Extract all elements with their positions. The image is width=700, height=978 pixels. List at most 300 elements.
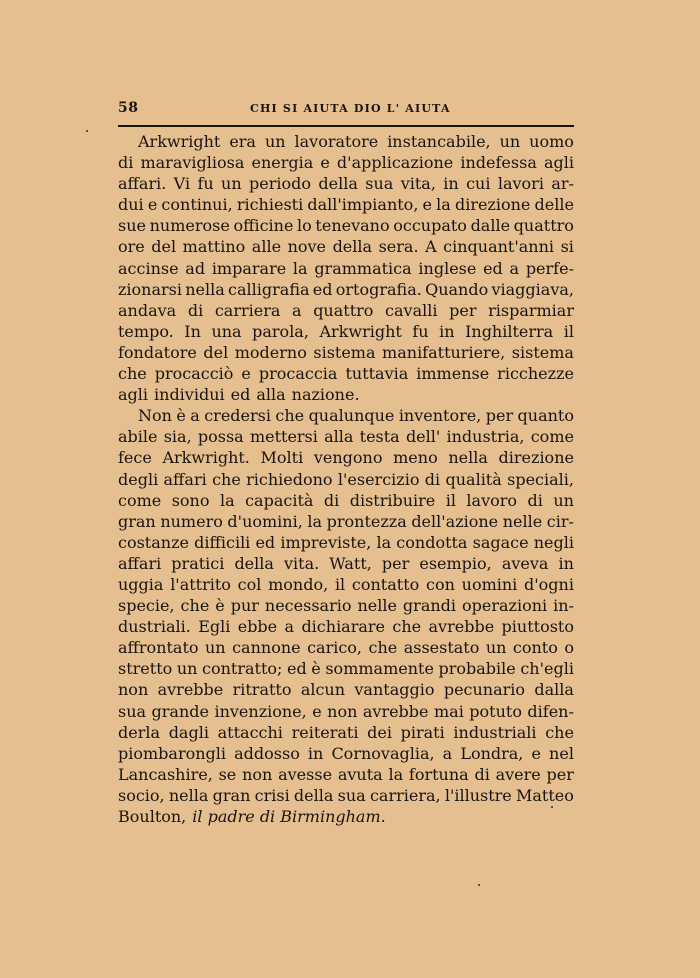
word: inventore, <box>398 406 482 426</box>
body-text <box>118 131 574 827</box>
word: prontezza <box>326 511 407 531</box>
word: speciali, <box>507 469 574 489</box>
word: lavoro <box>466 490 518 510</box>
word: lo <box>297 216 312 236</box>
word: direzione <box>454 195 531 215</box>
word: sue <box>118 216 146 236</box>
word: piombarongli <box>118 743 227 763</box>
text-line <box>118 384 574 405</box>
text-line <box>118 785 574 806</box>
word: un <box>221 174 242 194</box>
word: l'illustre <box>444 785 512 805</box>
word: vita, <box>400 174 436 194</box>
text-line <box>118 236 574 257</box>
word: che <box>212 469 241 489</box>
word: dui <box>118 195 144 215</box>
word: in <box>439 321 455 341</box>
page-header <box>118 100 574 120</box>
word: abile <box>118 427 158 447</box>
word: Lancashire, <box>118 764 213 784</box>
word: grammatica <box>314 258 412 278</box>
word: col <box>237 574 262 594</box>
word: e <box>147 195 158 215</box>
word: Londra, <box>460 743 524 763</box>
word: inglese <box>418 258 477 278</box>
word: era <box>229 132 256 151</box>
word: sistema <box>511 342 574 362</box>
word: richiesti <box>236 195 304 215</box>
word: carriera, <box>369 785 441 805</box>
word: della <box>318 174 358 194</box>
word: che <box>275 406 305 426</box>
word: nella <box>185 279 225 299</box>
running-title: CHI SI AIUTA DIO L' AIUTA <box>250 102 451 115</box>
word: degli <box>118 469 159 489</box>
word: accinse <box>118 258 179 278</box>
word: che <box>368 638 398 658</box>
text-line <box>118 806 574 827</box>
text-line <box>118 722 574 743</box>
text-line <box>118 701 574 722</box>
word: fu <box>197 174 214 194</box>
word: risparmiar <box>488 300 574 320</box>
word: Watt, <box>329 553 372 573</box>
word: quattro <box>313 300 374 320</box>
word: pecunario <box>443 680 526 700</box>
word: lavori <box>497 174 544 194</box>
word: dalla <box>534 680 574 700</box>
word: carico, <box>307 638 363 658</box>
word: avrebbe <box>428 617 495 637</box>
word: nelle <box>357 596 397 616</box>
word: operazioni <box>462 596 548 616</box>
word: vantaggio <box>354 680 435 700</box>
text-line <box>118 447 574 468</box>
word: esempio, <box>419 553 492 573</box>
word: mattino <box>182 237 246 257</box>
word: nella <box>168 785 209 805</box>
word: viaggiava, <box>491 279 574 299</box>
word: che <box>118 364 147 384</box>
word: il <box>563 321 574 341</box>
word: lavoratore <box>294 132 379 151</box>
word: Molti <box>260 448 304 468</box>
word: affari <box>118 553 162 573</box>
word: invenzione, <box>214 701 307 721</box>
word: fortuna <box>408 764 469 784</box>
word: ar- <box>551 174 574 194</box>
word: la <box>436 195 451 215</box>
text-line <box>118 658 574 679</box>
word: sua <box>365 174 394 194</box>
word: immense <box>416 364 490 384</box>
word: numero <box>160 511 223 531</box>
word: ed <box>312 279 333 299</box>
word: di <box>527 490 543 510</box>
word: del <box>151 237 177 257</box>
word: imparare <box>211 258 287 278</box>
word: manifatturiere, <box>382 342 506 362</box>
word: come <box>530 427 574 447</box>
word: uomini <box>461 574 518 594</box>
word: calligrafia <box>228 279 310 299</box>
word: zionarsi <box>118 279 182 299</box>
text-line <box>118 258 574 279</box>
word: nelle <box>502 511 543 531</box>
word: avere <box>495 764 541 784</box>
word: cannone <box>232 638 301 658</box>
word: e <box>241 364 251 384</box>
word: necessario <box>264 596 352 616</box>
word: se <box>218 764 237 784</box>
word: procaccia <box>258 364 338 384</box>
word: o <box>564 638 574 658</box>
word: potuto <box>469 701 522 721</box>
text-line <box>118 511 574 532</box>
word: il <box>445 490 456 510</box>
word: difficili <box>194 532 251 552</box>
word: un <box>553 490 574 510</box>
text-line <box>118 490 574 511</box>
word: cinquant'anni <box>443 237 555 257</box>
text-line <box>118 131 574 152</box>
word: Vi <box>173 174 191 194</box>
word: stretto <box>118 659 173 679</box>
word: Inghilterra <box>465 321 554 341</box>
word: direzione <box>498 448 574 468</box>
word: è <box>311 659 321 679</box>
word: del <box>203 342 229 362</box>
word: che <box>180 596 210 616</box>
word: di <box>118 153 134 173</box>
word: tenevano <box>315 216 390 236</box>
word: qualunque <box>308 406 395 426</box>
word: sagace <box>472 532 529 552</box>
word: non <box>118 680 149 700</box>
word: Boulton, <box>118 807 187 826</box>
word: cavalli <box>385 300 438 320</box>
word: distribuire <box>349 490 436 510</box>
text-line <box>118 152 574 173</box>
word: per <box>449 300 477 320</box>
word: credersi <box>204 406 271 426</box>
word: la <box>376 532 392 552</box>
word: testa <box>359 427 400 447</box>
page-number: 58 <box>118 100 139 116</box>
text-line <box>118 321 574 342</box>
word: è <box>176 406 186 426</box>
word: probabile <box>438 659 516 679</box>
word: ch'egli <box>520 659 574 679</box>
text-line <box>118 469 574 490</box>
word: dei <box>367 722 392 742</box>
word: perfe- <box>525 258 574 278</box>
word: dell'azione <box>411 511 499 531</box>
word: vengono <box>313 448 383 468</box>
word: avesse <box>278 764 333 784</box>
word: e <box>531 743 541 763</box>
word: uggia <box>118 574 164 594</box>
word: come <box>118 490 162 510</box>
word: specie, <box>118 596 175 616</box>
word: alle <box>251 237 282 257</box>
word: sua <box>337 785 366 805</box>
word: d'ogni <box>524 574 574 594</box>
word: dichiarare <box>301 617 386 637</box>
word: alla <box>324 427 354 447</box>
word: e <box>422 195 433 215</box>
word: carriera <box>214 300 281 320</box>
word: la <box>307 511 323 531</box>
word: per <box>485 406 514 426</box>
text-line <box>118 279 574 300</box>
word: sommamente <box>325 659 434 679</box>
word: maravigliosa <box>140 153 245 173</box>
word: gran <box>212 785 251 805</box>
word: non <box>327 701 358 721</box>
word: officine <box>233 216 294 236</box>
text-line <box>118 194 574 215</box>
word: difen- <box>527 701 574 721</box>
text-line <box>118 342 574 363</box>
word: agli <box>118 385 149 405</box>
word: quanto <box>517 406 574 426</box>
word: richiedono <box>246 469 333 489</box>
word: crisi <box>254 785 290 805</box>
word: a <box>292 300 302 320</box>
text-line <box>118 637 574 658</box>
word: Arkwright <box>319 321 402 341</box>
word: aveva <box>501 553 549 573</box>
word: l'attrito <box>170 574 231 594</box>
word: per <box>546 764 574 784</box>
header-rule <box>118 125 574 127</box>
word: vita. <box>284 553 320 573</box>
word: l'esercizio <box>337 469 420 489</box>
word: alla <box>256 385 286 405</box>
paper-speck <box>478 884 480 886</box>
word: ed <box>287 659 307 679</box>
word: in- <box>553 596 574 616</box>
word: continui, <box>161 195 233 215</box>
word: dall'impianto, <box>307 195 419 215</box>
word: in <box>443 174 459 194</box>
word: dell' <box>405 427 441 447</box>
word: con <box>426 574 455 594</box>
word: di <box>323 490 340 510</box>
word: ad <box>185 258 206 278</box>
word: indefessa <box>460 153 537 173</box>
word: ricchezze <box>497 364 574 384</box>
word: affrontato <box>118 638 199 658</box>
word: un <box>499 132 521 151</box>
word: mondo, <box>268 574 329 594</box>
word: ed <box>255 532 276 552</box>
word: fondatore <box>118 342 197 362</box>
word: ed <box>230 385 251 405</box>
word: piuttosto <box>501 617 574 637</box>
word: costanze <box>118 532 189 552</box>
word: pur <box>230 596 259 616</box>
word: affari <box>163 469 207 489</box>
word: cui <box>466 174 491 194</box>
word: A <box>425 237 437 257</box>
word: della <box>234 553 274 573</box>
italic-epithet: il padre di Birmingham. <box>192 807 386 826</box>
word: socio, <box>118 785 165 805</box>
word: industria, <box>446 427 525 447</box>
word: e <box>320 153 330 173</box>
text-line <box>118 173 574 194</box>
word: in <box>307 743 324 763</box>
word: Arkwright. <box>162 448 250 468</box>
word: instancabile, <box>387 132 491 151</box>
word: a <box>442 743 453 763</box>
text-line <box>118 300 574 321</box>
text-line <box>118 595 574 616</box>
text-line <box>118 215 574 236</box>
word: fu <box>412 321 429 341</box>
word: negli <box>533 532 574 552</box>
word: pratici <box>171 553 225 573</box>
word: in <box>558 553 574 573</box>
word: moderno <box>234 342 307 362</box>
word: dagli <box>168 722 209 742</box>
word: nella <box>448 448 488 468</box>
word: sia, <box>163 427 192 447</box>
word: Cornovaglia, <box>331 743 435 763</box>
word: ed <box>483 258 503 278</box>
word: Non <box>138 406 172 426</box>
word: Egli <box>198 617 231 637</box>
word: procacciò <box>154 364 234 384</box>
text-line <box>118 363 574 384</box>
word: e <box>312 701 322 721</box>
word: nazione. <box>291 385 360 405</box>
word: di <box>187 300 204 320</box>
word: derla <box>118 722 161 742</box>
word: gran <box>118 511 156 531</box>
word: si <box>560 237 574 257</box>
word: pirati <box>400 722 445 742</box>
word: tuttavia <box>345 364 409 384</box>
text-line <box>118 574 574 595</box>
word: la <box>292 258 308 278</box>
word: avuta <box>337 764 383 784</box>
word: individui <box>154 385 225 405</box>
word: sera. <box>378 237 419 257</box>
word: a <box>509 258 520 278</box>
word: parola, <box>252 321 309 341</box>
word: avrebbe <box>157 680 224 700</box>
word: affari. <box>118 174 167 194</box>
text-line <box>118 616 574 637</box>
word: non <box>242 764 273 784</box>
word: nel <box>549 743 574 763</box>
word: grandi <box>402 596 457 616</box>
word: della <box>293 785 334 805</box>
text-line <box>118 532 574 553</box>
word: per <box>381 553 410 573</box>
word: Matteo <box>516 785 574 805</box>
paper-speck <box>86 130 88 132</box>
word: numerose <box>149 216 230 236</box>
text-line <box>118 553 574 574</box>
word: ebbe <box>237 617 278 637</box>
word: ore <box>118 237 145 257</box>
word: sono <box>171 490 210 510</box>
word: d'applicazione <box>336 153 454 173</box>
word: contatto <box>351 574 420 594</box>
word: tempo. <box>118 321 174 341</box>
word: una <box>211 321 242 341</box>
word: di <box>424 469 441 489</box>
text-line <box>118 405 574 426</box>
word: energia <box>251 153 314 173</box>
word: che <box>392 617 422 637</box>
word: ortografia. <box>335 279 422 299</box>
word: quattro <box>513 216 574 236</box>
word: industriali <box>453 722 537 742</box>
word: delle <box>534 195 574 215</box>
word: uomo <box>529 132 574 151</box>
text-line <box>118 679 574 700</box>
word: la <box>219 490 235 510</box>
word: Arkwright <box>138 132 221 151</box>
word: grande <box>151 701 209 721</box>
word: mai <box>433 701 464 721</box>
word: il <box>334 574 346 594</box>
word: avrebbe <box>362 701 429 721</box>
word: attacchi <box>217 722 283 742</box>
word: nove <box>287 237 327 257</box>
word: conto <box>512 638 558 658</box>
word: Quando <box>425 279 489 299</box>
word: cir- <box>546 511 574 531</box>
word: agli <box>543 153 574 173</box>
word: reiterati <box>291 722 359 742</box>
word: contratto; <box>202 659 283 679</box>
word: In <box>184 321 201 341</box>
word: capacità <box>245 490 314 510</box>
word: fece <box>118 448 152 468</box>
word: un <box>176 659 198 679</box>
word: periodo <box>249 174 312 194</box>
word: meno <box>393 448 438 468</box>
word: dalle <box>470 216 511 236</box>
word: la <box>388 764 404 784</box>
word: condotta <box>396 532 468 552</box>
word: andava <box>118 300 177 320</box>
word: alcun <box>300 680 346 700</box>
word: un <box>485 638 507 658</box>
word: di <box>474 764 490 784</box>
word: assestato <box>403 638 480 658</box>
word: un <box>264 132 286 151</box>
word: è <box>215 596 225 616</box>
text-line <box>118 743 574 764</box>
word: un <box>205 638 226 658</box>
word: della <box>332 237 373 257</box>
word: mettersi <box>249 427 318 447</box>
word: occupato <box>393 216 467 236</box>
paper-speck <box>551 806 553 808</box>
text-line <box>118 426 574 447</box>
word: qualità <box>445 469 502 489</box>
word: impreviste, <box>280 532 372 552</box>
word: possa <box>197 427 244 447</box>
word: sua <box>118 701 147 721</box>
